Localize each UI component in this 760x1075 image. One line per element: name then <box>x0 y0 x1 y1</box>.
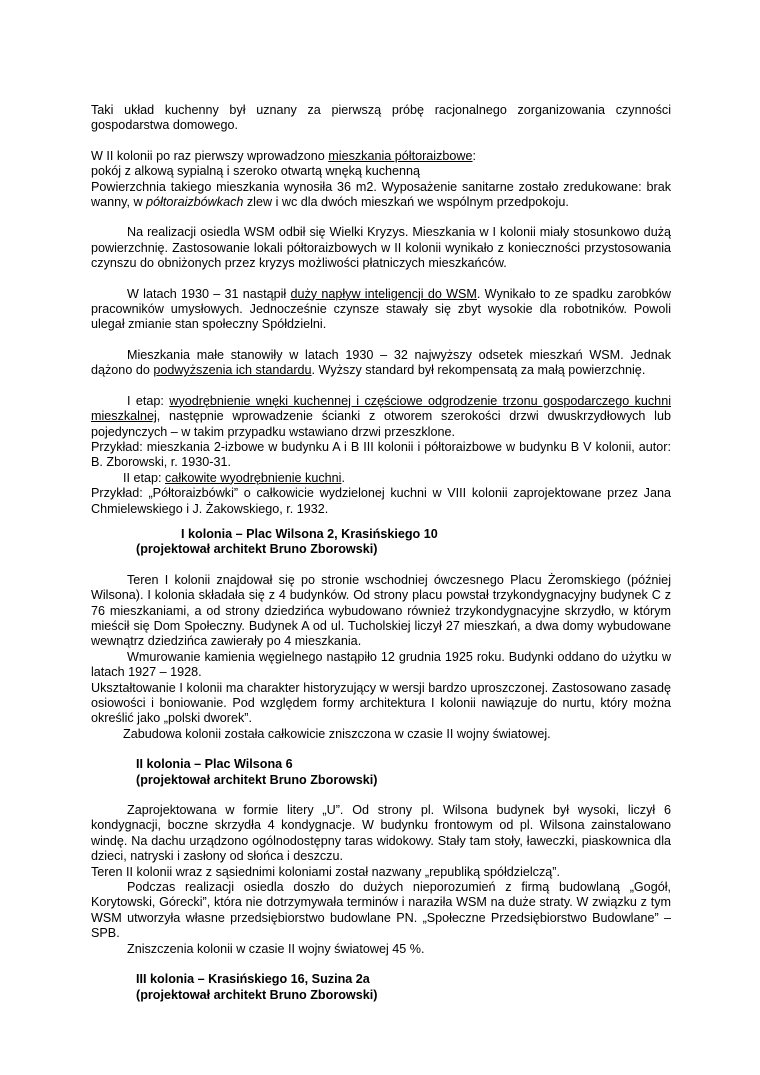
text-run: zlew i wc dla dwóch mieszkań we wspólnym przedpokoju. <box>243 195 569 210</box>
heading-colony2: II kolonia – Plac Wilsona 6 <box>136 757 293 772</box>
underlined-term: wyodrębnienie wnęki kuchennej i częściowe odgrodzenie trzonu gospodarczego kuchni mieszkalnej <box>91 393 671 424</box>
text-run: W II kolonii po raz pierwszy wprowadzono <box>91 148 329 163</box>
text-run: . Wyższy standard był rekompensatą za małą powierzchnię. <box>311 363 646 378</box>
underlined-term: mieszkania półtoraizbowe <box>328 148 473 163</box>
paragraph-example2: Przykład: „Półtoraizbówki” o całkowicie wydzielonej kuchni w VIII kolonii zaprojektowane przez Jana Chmielewskiego i J. Żakowskiego, r. 1932. <box>91 486 671 516</box>
text-run: I etap: <box>127 393 170 408</box>
text-run: Powierzchnia takiego mieszkania wynosiła 36 m2. Wyposażenie sanitarne zostało zredukowane: brak wanny, w <box>91 179 671 210</box>
text-run: , następnie wprowadzenie ścianki z otworem szerokości drzwi dwuskrzydłowych lub pojedynczych – w takim przypadku wstawiano drzwi przeszklone. <box>91 409 671 439</box>
heading-colony3-architect: (projektował architekt Bruno Zborowski) <box>136 987 378 1002</box>
paragraph-standard <box>91 348 671 379</box>
paragraph-stage2 <box>91 471 671 486</box>
paragraph-colony1-style: Ukształtowanie I kolonii ma charakter historyzujący w wersji bardzo uproszczonej. Zastosowano zasadę osiowości i boniowanie. Pod względem formy architektura I kolonii nawiązuje do nurtu, który można określić jako „polski dworek”. <box>91 680 671 726</box>
text-run: . <box>341 470 345 485</box>
paragraph-colony1-terrain: Teren I kolonii znajdował się po stronie wschodniej ówczesnego Placu Żeromskiego (później Wilsona). I kolonia składała się z 4 budynków. Od strony placu powstał trzykondygnacyjny budynek C z 76 mieszkaniami, a od strony dziedzińca wybudowano również trzykondygnacyjne skrzydło, w którym mieścił się Dom Społeczny. Budynek A od ul. Tucholskiej liczył 27 mieszkań, a dwa domy wybudowane wewnątrz dziedzińca zawierały po 4 mieszkania. <box>91 572 671 649</box>
paragraph-colony1-cornerstone: Wmurowanie kamienia węgielnego nastąpiło 12 grudnia 1925 roku. Budynki oddano do użytku w latach 1927 – 1928. <box>91 649 671 680</box>
paragraph-colony2-republic: Teren II kolonii wraz z sąsiednimi koloniami został nazwany „republiką spółdzielczą”. <box>91 864 560 879</box>
text-run: II etap: <box>123 470 166 485</box>
underlined-term: podwyższenia ich standardu <box>153 363 312 378</box>
text-run: . Wynikało to ze spadku zarobków pracowników umysłowych. Jednocześnie czynsze stawały się zbyt wysokie dla robotników. Powoli ulegał zmianie stan społeczny Spółdzielni. <box>91 286 671 332</box>
paragraph-intelligentsia <box>91 287 671 333</box>
text-run: pokój z alkową sypialną i szeroko otwartą wnęką kuchenną <box>91 164 421 179</box>
paragraph-colony1-destroyed: Zabudowa kolonii została całkowicie zniszczona w czasie II wojny światowej. <box>123 726 551 741</box>
paragraph-colony2-contractor: Podczas realizacji osiedla doszło do dużych nieporozumień z firmą budowlaną „Gogół, Korytowski, Górecki”, która nie dotrzymywała terminów i naraziła WSM na duże straty. W związku z tym WSM utworzyła własne przedsiębiorstwo budowlane PN. „Społeczne Przedsiębiorstwo Budowlane” – SPB. <box>91 880 671 941</box>
text-run: W latach 1930 – 31 nastąpił <box>127 286 291 301</box>
paragraph-kitchen-layout: Taki układ kuchenny był uznany za pierwszą próbę racjonalnego zorganizowania czynności gospodarstwa domowego. <box>91 103 671 133</box>
heading-colony2-architect: (projektował architekt Bruno Zborowski) <box>136 772 378 787</box>
heading-colony1: I kolonia – Plac Wilsona 2, Krasińskiego 10 <box>181 526 438 541</box>
italic-term: półtoraizbówkach <box>146 195 244 210</box>
paragraph-colony2-damage: Zniszczenia kolonii w czasie II wojny światowej 45 %. <box>127 941 425 956</box>
paragraph-example1: Przykład: mieszkania 2-izbowe w budynku A i B III kolonii i półtoraizbowe w budynku B V kolonii, autor: B. Zborowski, r. 1930-31. <box>91 439 671 470</box>
heading-colony3: III kolonia – Krasińskiego 16, Suzina 2a <box>136 972 370 987</box>
paragraph-area <box>91 180 671 211</box>
underlined-term: duży napływ inteligencji do WSM <box>290 286 477 301</box>
paragraph-colony2-design: Zaprojektowana w formie litery „U”. Od strony pl. Wilsona budynek był wysoki, liczył 6 kondygnacji, boczne skrzydła 4 kondygnacje. W budynku frontowym od pl. Wilsona zainstalowano windę. Na dachu urządzono ogólnodostępny taras widokowy. Stały tam stoły, ławeczki, piaskownica dla dzieci, natryski i zasłony od słońca i deszczu. <box>91 803 671 864</box>
paragraph-stage1 <box>91 394 671 440</box>
paragraph-colony2-intro <box>91 149 671 180</box>
underlined-term: całkowite wyodrębnienie kuchni <box>165 470 342 485</box>
text-run: Mieszkania małe stanowiły w latach 1930 – 32 najwyższy odsetek mieszkań WSM. Jednak dążono do <box>91 347 671 378</box>
paragraph-crisis: Na realizacji osiedla WSM odbił się Wielki Kryzys. Mieszkania w I kolonii miały stosunkowo dużą powierzchnię. Zastosowanie lokali półtoraizbowych w II kolonii wynikało z konieczności przystosowania czynszu do obniżonych przez kryzys możliwości płatniczych mieszkańców. <box>91 225 671 271</box>
heading-colony1-architect: (projektował architekt Bruno Zborowski) <box>136 542 378 557</box>
document-page <box>91 103 671 1003</box>
text-run: : <box>472 148 476 163</box>
